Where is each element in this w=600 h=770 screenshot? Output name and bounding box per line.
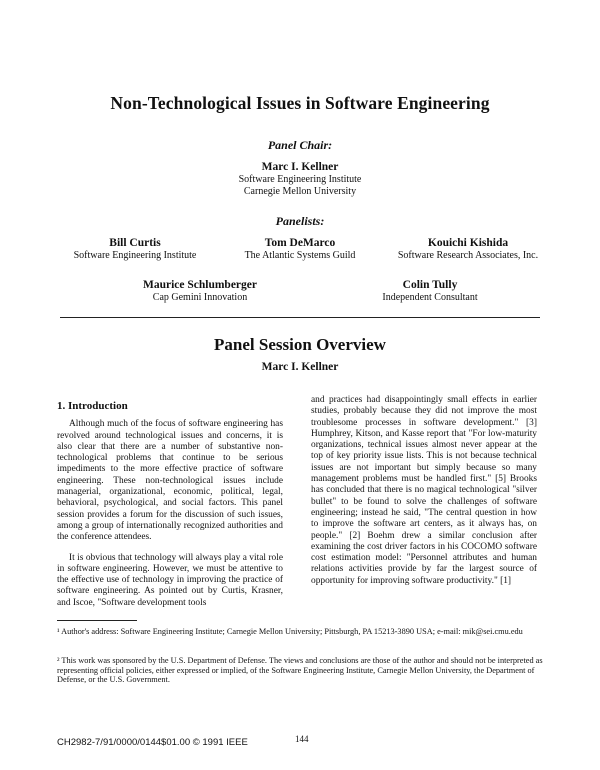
page-number: 144: [295, 734, 309, 744]
panel-chair-block: [0, 138, 600, 198]
panelist-affiliation: Software Research Associates, Inc.: [397, 250, 539, 261]
panelist-affiliation: Software Engineering Institute: [73, 250, 197, 261]
panelist-curtis: [60, 237, 210, 262]
overview-heading: Panel Session Overview: [214, 335, 386, 354]
panelist-demarco: [225, 237, 375, 262]
footnote-1: ¹ Author's address: Software Engineering Institute; Carnegie Mellon University; Pittsburgh, PA 15213-3890 USA; e-mail: mik@sei.cmu.edu: [57, 627, 523, 636]
panel-chair-affiliation-1: Software Engineering Institute: [238, 174, 362, 185]
footnote-rule: [57, 620, 137, 621]
overview-author: Marc I. Kellner: [261, 361, 339, 373]
panel-chair-label: Panel Chair:: [267, 138, 333, 152]
panelist-name: Colin Tully: [402, 279, 458, 291]
left-column: [57, 395, 283, 618]
panelist-tully: [340, 279, 520, 304]
right-column: [311, 395, 537, 596]
intro-paragraph-1: Although much of the focus of software engineering has revolved around technological issues and concerns, it is also clear that there are a number of substantive non-technological problems that continue to be serious impediments to the more effective practice of software engineering. These non-technological issues include managerial, organizational, economic, political, legal, behavioral, psychological, and social factors. This panel session provides a forum for the discussion of such issues, among a group of internationally recognized authorities and the conference attendees.: [57, 419, 283, 543]
section-divider: [60, 317, 540, 318]
panel-chair-affiliation-2: Carnegie Mellon University: [243, 186, 357, 197]
panelist-affiliation: Independent Consultant: [382, 292, 478, 303]
panelist-name: Kouichi Kishida: [427, 237, 509, 249]
panelist-kishida: [378, 237, 558, 262]
panelist-name: Tom DeMarco: [264, 237, 336, 249]
paper-title: Non-Technological Issues in Software Engineering: [110, 93, 490, 113]
panelist-affiliation: The Atlantic Systems Guild: [244, 250, 356, 261]
panelist-schlumberger: [110, 279, 290, 304]
intro-paragraph-continued: and practices had disappointingly small effects in earlier studies, probably because they did not improve the most troublesome processes in software development." [3] Humphrey, Kitson, and Kasse report that "For low-maturity organizations, technical issues almost never appear at the top of key priority issue lists. This is not because technical issues are not important but simply because so many management problems must be handled first." [5] Brooks has concluded that there is no magical technological "silver bullet" to be found to solve the challenges of software engineering; instead he said, "The central question in how to improve the software art centers, as it always has, on people." [2] Boehm drew a similar conclusion after examining the cost driver factors in his COCOMO software cost estimation model: "Personnel attributes and human relations activities provide by far the largest source of opportunity for improving software productivity." [1]: [311, 395, 537, 586]
intro-paragraph-2: It is obvious that technology will always play a vital role in software engineering. However, we must be attentive to the effective use of technology in improving the practice of software engineering. As pointed out by Curtis, Krasner, and Iscoe, "Software development tools: [57, 552, 283, 608]
copyright-line: CH2982-7/91/0000/0144$01.00 © 1991 IEEE: [57, 737, 248, 748]
footnote-2: ² This work was sponsored by the U.S. Department of Defense. The views and conclusions are those of the author and should not be interpreted as representing official policies, either expressed or implied, of the Software Engineering Institute, Carnegie Mellon University, the Department of Defense, or the U.S. Government.: [57, 656, 543, 685]
introduction-heading: 1. Introduction: [57, 400, 128, 412]
panel-chair-name: Marc I. Kellner: [261, 161, 339, 173]
panelist-name: Bill Curtis: [109, 237, 161, 249]
panelist-affiliation: Cap Gemini Innovation: [152, 292, 248, 303]
panelist-name: Maurice Schlumberger: [142, 279, 257, 291]
panelists-label: Panelists:: [275, 214, 325, 228]
